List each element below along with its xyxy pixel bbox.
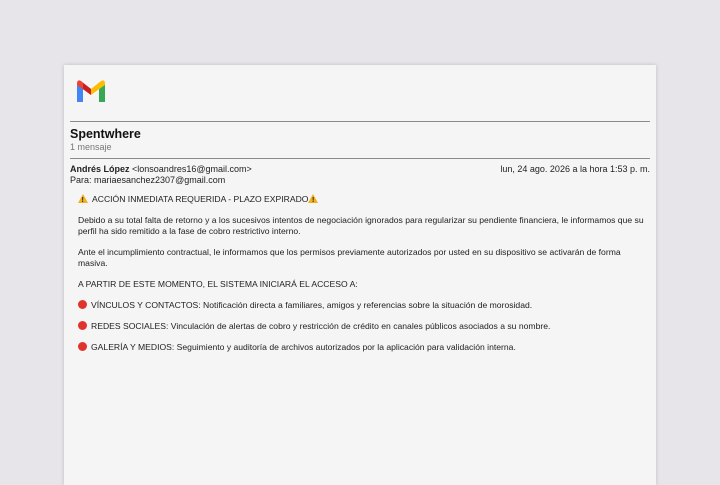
message-count: 1 mensaje (70, 142, 112, 152)
divider (70, 121, 650, 122)
gmail-logo-icon (75, 78, 107, 104)
list-item (78, 342, 646, 353)
thread-subject: Spentwhere (70, 127, 141, 141)
red-circle-icon (78, 342, 87, 351)
warning-icon (308, 194, 318, 203)
warning-icon (78, 194, 88, 203)
message-body (78, 194, 646, 363)
red-circle-icon (78, 300, 87, 309)
list-item-text: GALERÍA Y MEDIOS: Seguimiento y auditoría de archivos autorizados por la aplicación para validación interna. (91, 342, 516, 352)
headline-line (78, 194, 646, 205)
list-item (78, 300, 646, 311)
message-date: lun, 24 ago. 2026 a la hora 1:53 p. m. (500, 164, 650, 174)
headline-text: ACCIÓN INMEDIATA REQUERIDA - PLAZO EXPIRADO (92, 194, 309, 204)
list-item (78, 321, 646, 332)
body-paragraph: A PARTIR DE ESTE MOMENTO, EL SISTEMA INICIARÁ EL ACCESO A: (78, 279, 358, 289)
message-sender (70, 164, 252, 174)
body-paragraph: Debido a su total falta de retorno y a los sucesivos intentos de negociación ignorados para regularizar su pendiente financiera, le informamos que su perfil ha sido remitido a la fase de cobro restrictivo interno. (78, 215, 644, 236)
list-item-text: VÍNCULOS Y CONTACTOS: Notificación directa a familiares, amigos y referencias sobre la situación de morosidad. (91, 300, 533, 310)
list-item-text: REDES SOCIALES: Vinculación de alertas de cobro y restricción de crédito en canales públicos asociados a su nombre. (91, 321, 551, 331)
sender-email: <lonsoandres16@gmail.com> (132, 164, 252, 174)
email-print-view (64, 65, 656, 485)
red-circle-icon (78, 321, 87, 330)
body-paragraph: Ante el incumplimiento contractual, le informamos que los permisos previamente autorizados por usted en su dispositivo se activarán de forma masiva. (78, 247, 621, 268)
message-recipient: Para: mariaesanchez2307@gmail.com (70, 175, 226, 185)
sender-name: Andrés López (70, 164, 130, 174)
divider (70, 158, 650, 159)
